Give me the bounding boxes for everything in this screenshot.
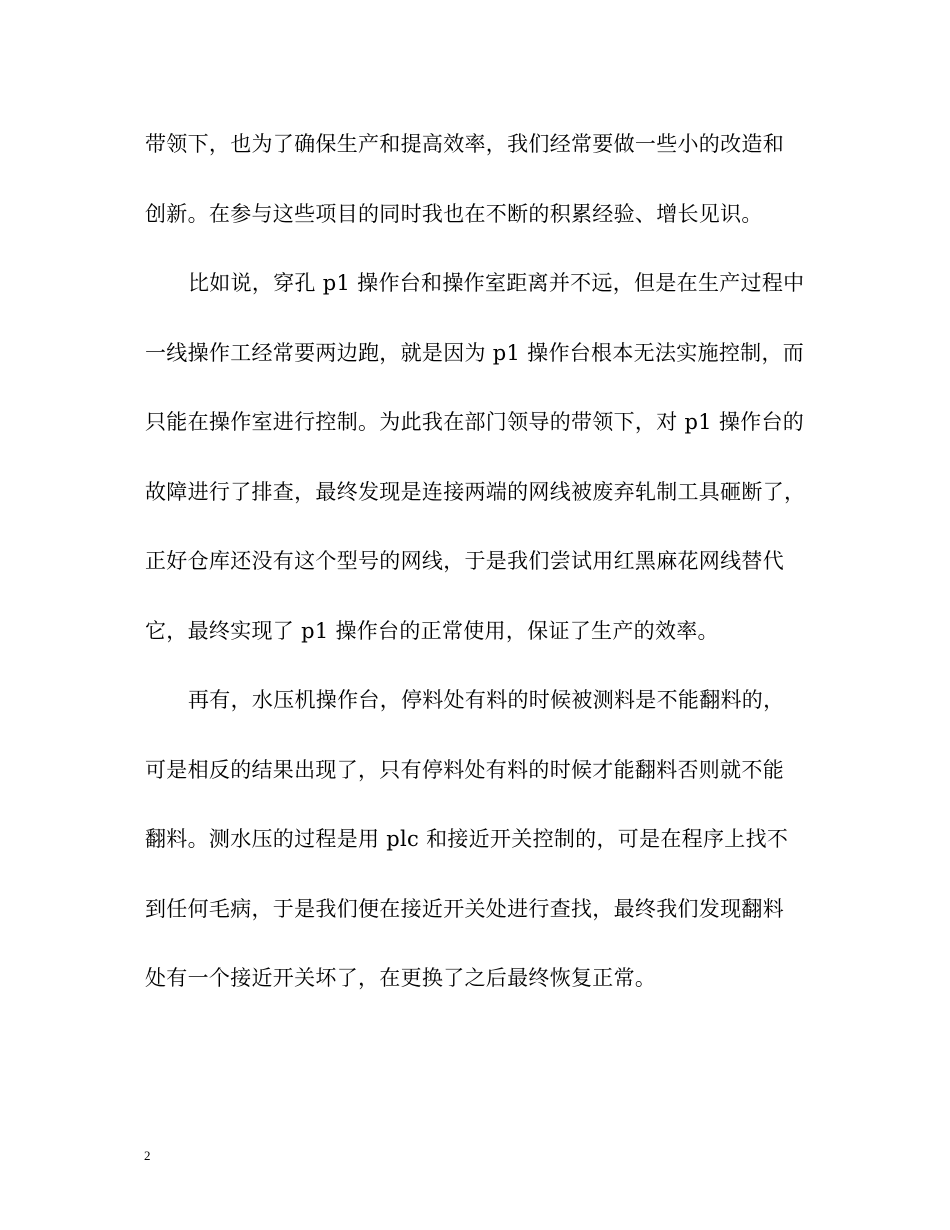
paragraph-line: 它，最终实现了 p1 操作台的正常使用，保证了生产的效率。 <box>145 619 719 643</box>
paragraph-line: 故障进行了排查，最终发现是连接两端的网线被废弃轧制工具砸断了， <box>145 480 806 504</box>
paragraph-line: 到任何毛病，于是我们便在接近开关处进行查找，最终我们发现翻料 <box>145 897 784 921</box>
paragraph-line: 比如说，穿孔 p1 操作台和操作室距离并不远，但是在生产过程中 <box>188 271 805 295</box>
paragraph-line: 只能在操作室进行控制。为此我在部门领导的带领下，对 p1 操作台的 <box>145 410 805 434</box>
paragraph-line: 再有，水压机操作台，停料处有料的时候被测料是不能翻料的， <box>188 688 785 712</box>
paragraph-line: 创新。在参与这些项目的同时我也在不断的积累经验、增长见识。 <box>145 202 763 226</box>
page-number: 2 <box>144 1148 151 1163</box>
paragraph-line: 带领下，也为了确保生产和提高效率，我们经常要做一些小的改造和 <box>145 132 784 156</box>
paragraph-line: 翻料。测水压的过程是用 plc 和接近开关控制的，可是在程序上找不 <box>145 827 789 851</box>
paragraph-line: 可是相反的结果出现了，只有停料处有料的时候才能翻料否则就不能 <box>145 758 784 782</box>
paragraph-line: 一线操作工经常要两边跑，就是因为 p1 操作台根本无法实施控制，而 <box>145 341 805 365</box>
paragraph-line: 处有一个接近开关坏了，在更换了之后最终恢复正常。 <box>145 966 657 990</box>
paragraph-line: 正好仓库还没有这个型号的网线，于是我们尝试用红黑麻花网线替代 <box>145 549 784 573</box>
